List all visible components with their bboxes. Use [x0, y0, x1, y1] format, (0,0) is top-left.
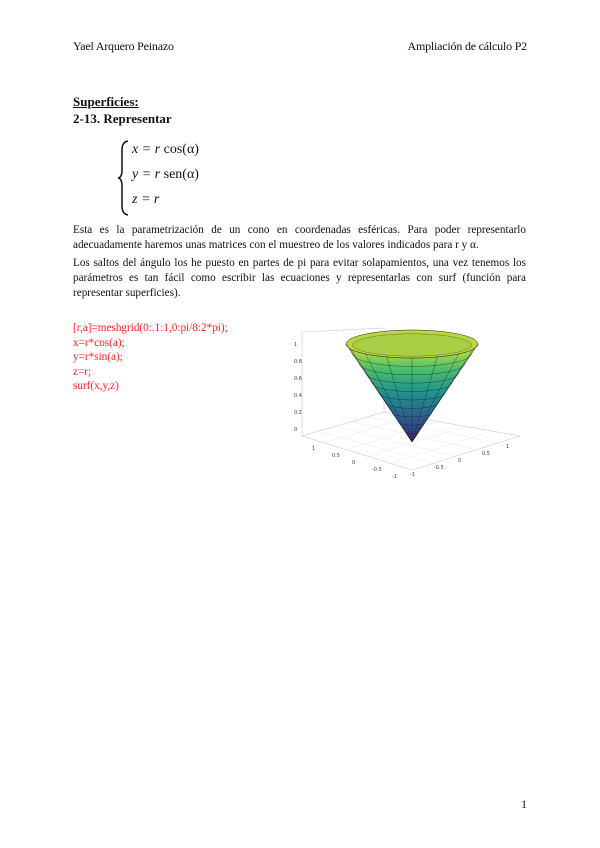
z-tick-label: 0.4	[294, 393, 302, 399]
axis-line	[412, 436, 520, 470]
equation-y: y = r sen(α)	[132, 167, 199, 182]
exercise-title: 2-13. Representar	[73, 111, 172, 126]
grid-line	[346, 422, 438, 450]
equation-z: z = r	[132, 192, 160, 207]
x-tick-label: -1	[392, 474, 397, 480]
page-number: 1	[521, 797, 527, 811]
z-tick-label: 0.8	[294, 359, 302, 365]
code-line: y=r*sin(a);	[73, 351, 123, 364]
z-tick-label: 0	[294, 427, 298, 433]
paragraph-parametrization: Esta es la parametrización de un cono en coordenadas esféricas. Para poder representarlo adecuadamente haremos unas matrices con el muestreo de los valores indicados para r y α.	[73, 224, 526, 251]
axis-line	[302, 436, 412, 470]
grid-line	[390, 431, 493, 463]
z-tick-label: 0.6	[294, 376, 302, 382]
y-tick-label: -0.5	[434, 465, 444, 471]
left-brace-icon	[118, 140, 130, 216]
code-line: surf(x,y,z)	[73, 380, 119, 393]
x-tick-label: -0.5	[372, 467, 382, 473]
code-line: [r,a]=meshgrid(0:.1:1,0:pi/8:2*pi);	[73, 322, 228, 334]
equation-x: x = r cos(α)	[132, 142, 199, 157]
paragraph-explanation: Los saltos del ángulo los he puesto en partes de pi para evitar solapamientos, una vez tenemos los parámetros es tan fácil como escribir las ecuaciones y representarlas con surf (función para representar superficies).	[73, 257, 526, 299]
equation-system	[118, 140, 238, 216]
cone-inner	[353, 334, 472, 356]
cone-surface-plot	[292, 324, 530, 494]
y-tick-label: 1	[506, 444, 510, 450]
header-author: Yael Arquero Peinazo	[73, 39, 174, 53]
y-tick-label: 0	[458, 458, 462, 464]
code-line: x=r*cos(a);	[73, 336, 125, 349]
x-tick-label: 0	[352, 460, 356, 466]
y-tick-label: 0.5	[482, 451, 490, 457]
x-tick-label: 0.5	[332, 453, 340, 459]
y-tick-label: -1	[410, 472, 415, 478]
axis-line	[302, 412, 384, 436]
matlab-code-block	[73, 321, 228, 394]
z-tick-label: 0.2	[294, 410, 302, 416]
x-tick-label: 1	[312, 446, 316, 452]
section-title: Superficies:	[73, 94, 139, 109]
header-course: Ampliación de cálculo P2	[407, 39, 527, 53]
code-line: z=r;	[73, 365, 92, 378]
z-tick-label: 1	[294, 342, 298, 348]
axis-line	[302, 328, 384, 332]
